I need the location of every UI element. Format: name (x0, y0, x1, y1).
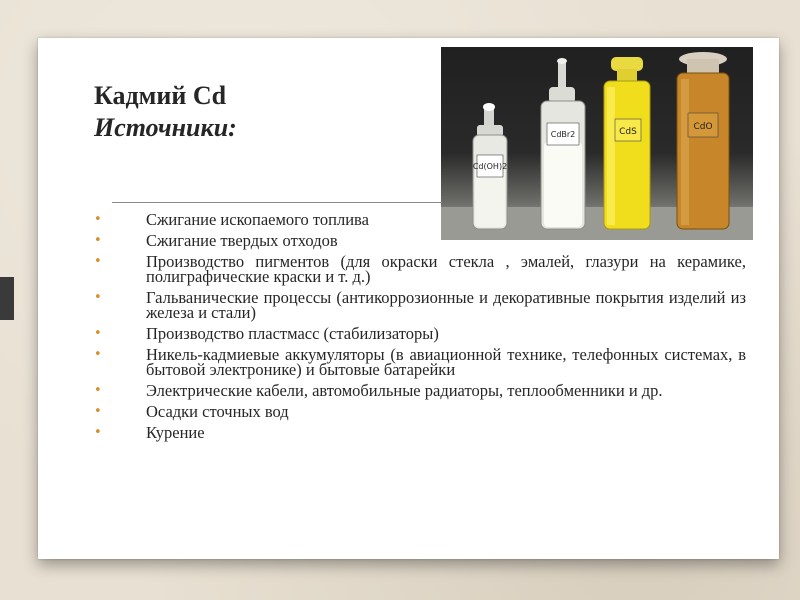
bullet-dot-icon: • (94, 290, 102, 305)
jar-cdo (677, 52, 729, 229)
bullet-dot-icon: • (94, 254, 102, 269)
list-item (94, 212, 746, 227)
side-tab (0, 277, 14, 320)
jar-cds (604, 57, 650, 229)
list-item-text: Сжигание твердых отходов (146, 231, 338, 250)
list-item-text: Производство пигментов (для окраски стекла , эмалей, глазури на керамике, полиграфические краски и т. д.) (146, 252, 746, 286)
slide-title: Кадмий Cd (94, 81, 227, 110)
jar-label: CdO (693, 122, 713, 132)
list-item-text: Осадки сточных вод (146, 402, 289, 421)
jar-cdbr2 (541, 58, 585, 229)
bullet-dot-icon: • (94, 212, 102, 227)
bullet-dot-icon: • (94, 383, 102, 398)
jar-cdoh2 (473, 103, 507, 229)
list-item-text: Курение (146, 423, 205, 442)
list-item (94, 254, 746, 284)
jar-label: CdBr2 (550, 130, 576, 139)
list-item (94, 233, 746, 248)
slide (38, 38, 779, 559)
bullet-dot-icon: • (94, 233, 102, 248)
bullet-dot-icon: • (94, 326, 102, 341)
list-item (94, 290, 746, 320)
list-item-text: Никель-кадмиевые аккумуляторы (в авиационной технике, телефонных системах, в бытовой электронике) и бытовые батарейки (146, 345, 746, 379)
list-item (94, 347, 746, 377)
list-item-text: Сжигание ископаемого топлива (146, 210, 369, 229)
bullet-dot-icon: • (94, 425, 102, 440)
bullet-dot-icon: • (94, 404, 102, 419)
slide-subtitle: Источники: (94, 113, 237, 142)
bullet-dot-icon: • (94, 347, 102, 362)
list-item (94, 404, 746, 419)
list-item (94, 383, 746, 398)
list-item-text: Гальванические процессы (антикоррозионные и декоративные покрытия изделий из железа и стали) (146, 288, 746, 322)
jar-label: CdS (619, 127, 637, 137)
bullet-list (94, 212, 746, 446)
title-divider (112, 202, 442, 203)
jar-label: Cd(OH)2 (472, 162, 508, 171)
list-item (94, 425, 746, 440)
list-item (94, 326, 746, 341)
list-item-text: Производство пластмасс (стабилизаторы) (146, 324, 439, 343)
list-item-text: Электрические кабели, автомобильные радиаторы, теплообменники и др. (146, 381, 663, 400)
title-block (94, 80, 237, 144)
